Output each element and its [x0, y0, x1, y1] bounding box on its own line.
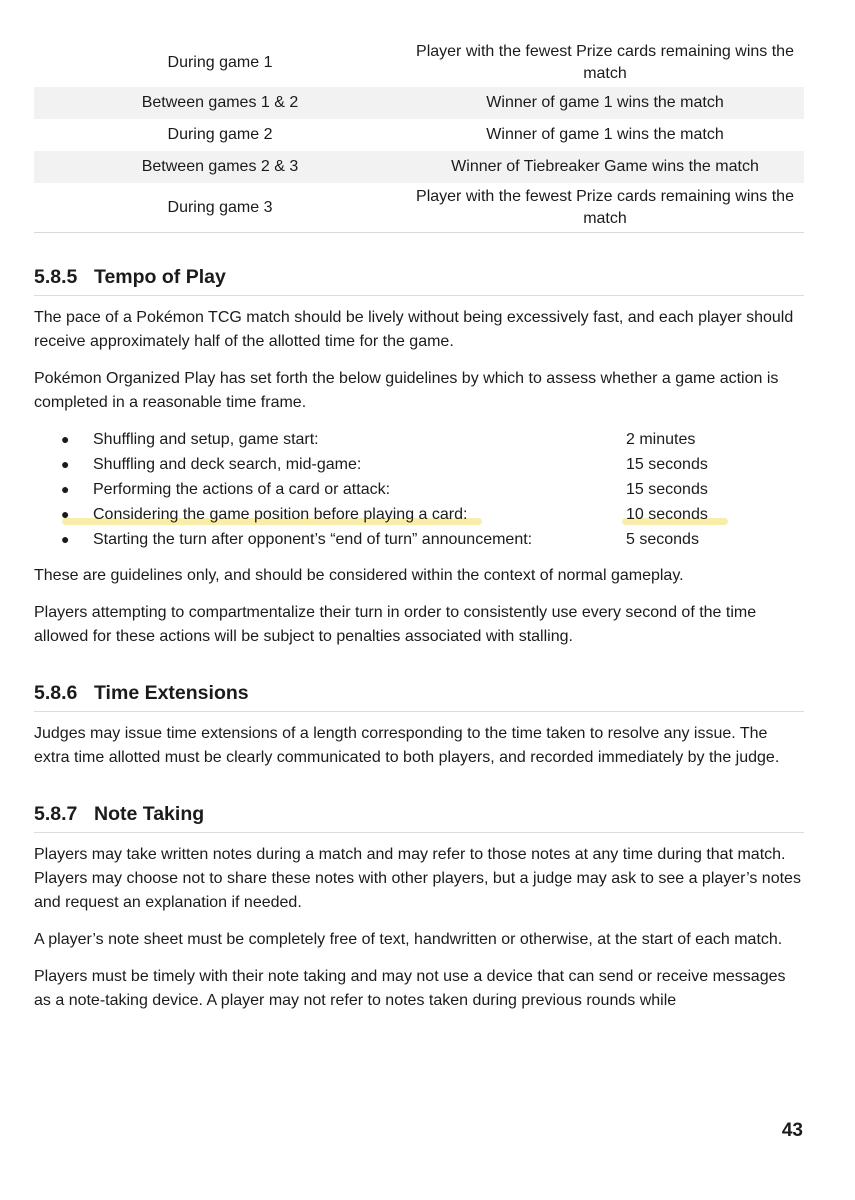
paragraph: Judges may issue time extensions of a length corresponding to the time taken to resolve any issue. The extra time allotted must be clearly communicated to both players, and recorded immediately by the judge. [34, 725, 780, 766]
table-row [34, 151, 804, 183]
table-cell-result: Winner of game 1 wins the match [406, 87, 804, 119]
bullet-icon: ● [61, 431, 70, 447]
guideline-action: Shuffling and deck search, mid-game: [93, 456, 362, 473]
guideline-time: 15 seconds [626, 456, 708, 473]
list-item [34, 527, 804, 552]
section-number: 5.8.6 [34, 682, 78, 704]
list-item [34, 427, 804, 452]
table-row [34, 87, 804, 119]
match-result-table [34, 38, 804, 233]
list-item-highlighted [34, 502, 804, 527]
table-cell-when: Between games 2 & 3 [34, 151, 406, 183]
list-item [34, 452, 804, 477]
bullet-icon: ● [61, 481, 70, 497]
guideline-action: Shuffling and setup, game start: [93, 431, 319, 448]
table-cell-when: During game 1 [167, 53, 273, 71]
bullet-icon: ● [61, 531, 70, 547]
guideline-time: 2 minutes [626, 431, 696, 448]
section-title: Note Taking [94, 803, 205, 825]
table-cell-when: During game 3 [34, 183, 406, 233]
table-cell-result: Player with the fewest Prize cards remaining wins the match [416, 42, 794, 82]
document-page [34, 38, 804, 1013]
paragraph: A player’s note sheet must be completely free of text, handwritten or otherwise, at the start of each match. [34, 931, 783, 948]
table-cell-result: Winner of game 1 wins the match [486, 126, 724, 143]
guideline-time: 10 seconds [626, 506, 708, 523]
table-cell-when: Between games 1 & 2 [34, 87, 406, 119]
section-title: Tempo of Play [94, 266, 226, 288]
paragraph: Players may take written notes during a match and may refer to those notes at any time during that match. Players may choose not to share these notes with other players, but a judge may ask to see a player’s notes and request an explanation if needed. [34, 846, 801, 911]
paragraph: Players must be timely with their note taking and may not use a device that can send or receive messages as a note-taking device. A player may not refer to notes taken during previous rounds while [34, 968, 786, 1009]
guideline-action: Starting the turn after opponent’s “end of turn” announcement: [93, 531, 533, 548]
bullet-icon: ● [61, 456, 70, 472]
table-cell-when: During game 2 [167, 126, 273, 143]
timing-guidelines-list [34, 427, 804, 552]
bullet-icon: ● [61, 506, 70, 522]
guideline-time: 15 seconds [626, 481, 708, 498]
list-item [34, 477, 804, 502]
paragraph: Players attempting to compartmentalize their turn in order to consistently use every second of the time allowed for these actions will be subject to penalties associated with stalling. [34, 604, 757, 645]
guideline-action: Performing the actions of a card or attack: [93, 481, 391, 498]
section-number: 5.8.7 [34, 803, 78, 825]
table-row [34, 38, 804, 87]
guideline-action: Considering the game position before playing a card: [93, 506, 468, 523]
section-heading-extensions [34, 681, 804, 712]
page-number: 43 [781, 1120, 803, 1141]
table-cell-result: Winner of Tiebreaker Game wins the match [406, 151, 804, 183]
section-heading-notes [34, 802, 804, 833]
paragraph: The pace of a Pokémon TCG match should be lively without being excessively fast, and each player should receive approximately half of the allotted time for the game. [34, 309, 794, 350]
section-title: Time Extensions [94, 682, 249, 704]
paragraph: Pokémon Organized Play has set forth the below guidelines by which to assess whether a game action is completed in a reasonable time frame. [34, 370, 779, 411]
table-row [34, 119, 804, 151]
table-row [34, 183, 804, 233]
guideline-time: 5 seconds [626, 531, 699, 548]
section-heading-tempo [34, 265, 804, 296]
paragraph: These are guidelines only, and should be considered within the context of normal gameplay. [34, 567, 684, 584]
table-cell-result: Player with the fewest Prize cards remaining wins the match [406, 183, 804, 233]
section-number: 5.8.5 [34, 266, 78, 288]
